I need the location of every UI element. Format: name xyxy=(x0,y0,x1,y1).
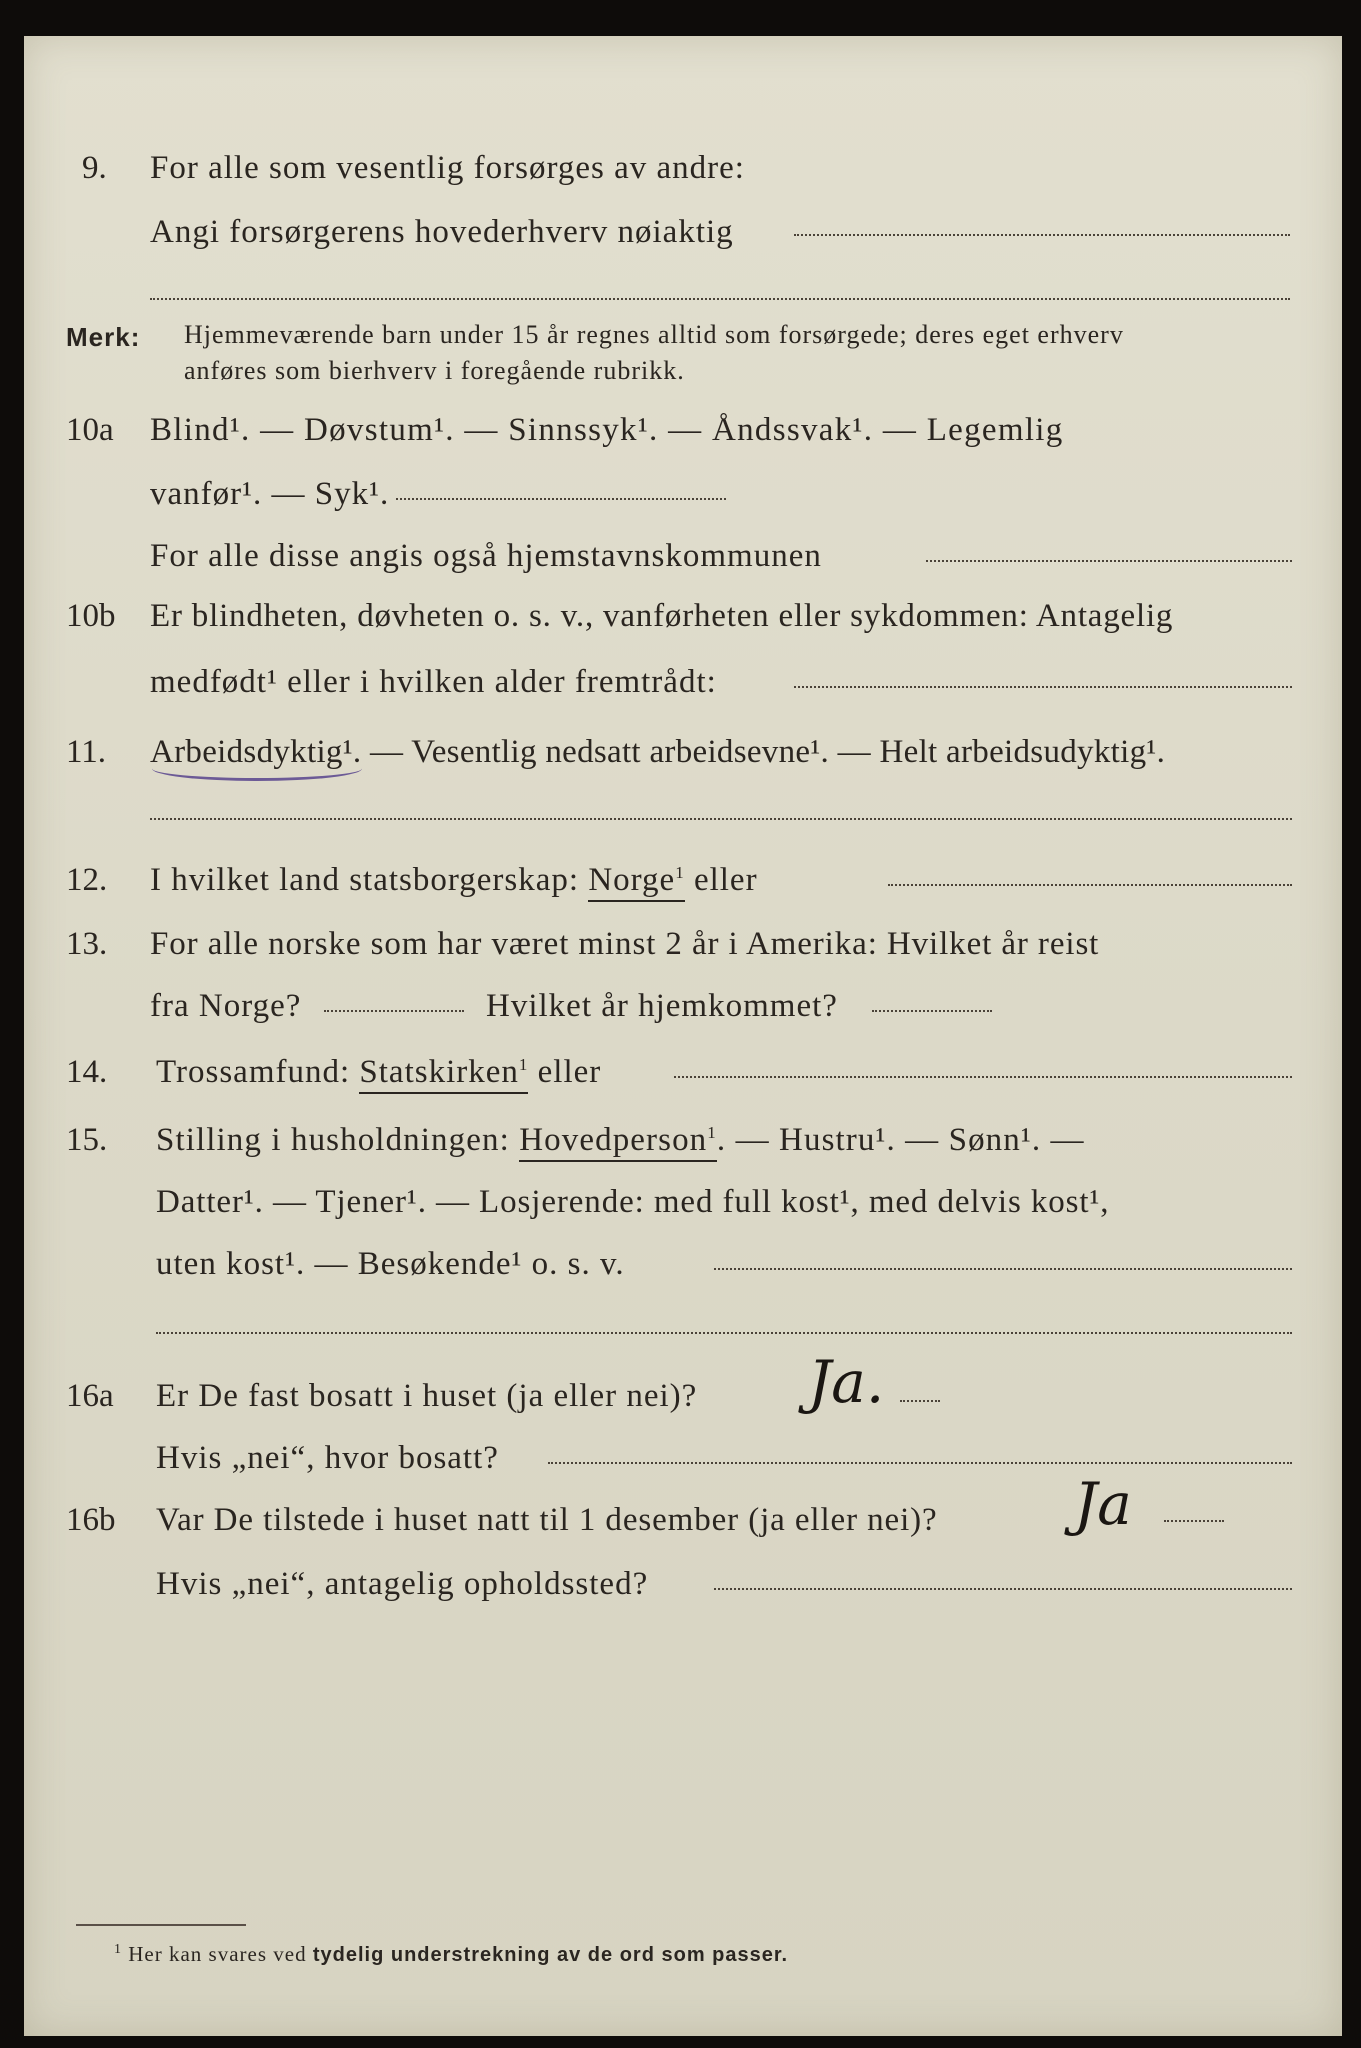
q15-fill xyxy=(714,1268,1292,1270)
q10a-line2: vanfør¹. — Syk¹. xyxy=(150,476,390,512)
q11-blank-line xyxy=(150,818,1292,820)
q14-footnote-mark: 1 xyxy=(518,1055,529,1074)
footnote-rule xyxy=(76,1924,246,1926)
q14-option-statskirken xyxy=(359,1054,528,1094)
q15-footnote-mark: 1 xyxy=(707,1123,717,1142)
q9-line2-text: Angi forsørgerens hovederhverv nøiaktig xyxy=(150,214,734,250)
q12-prefix: I hvilket land statsborgerskap: xyxy=(150,862,580,898)
q14-suffix: eller xyxy=(537,1054,602,1090)
q12-footnote-mark: 1 xyxy=(675,863,685,882)
q15-prefix: Stilling i husholdningen: xyxy=(156,1122,510,1158)
q11-option-arbeidsdyktig: Arbeidsdyktig xyxy=(150,734,343,770)
census-form-page xyxy=(24,36,1342,2036)
q16a-bosatt-fill xyxy=(548,1462,1292,1464)
q16a-line2: Hvis „nei“, hvor bosatt? xyxy=(156,1440,499,1476)
q14-fill xyxy=(674,1076,1292,1078)
q13-hjem-fill xyxy=(872,1010,992,1012)
q16b-fill xyxy=(1164,1520,1224,1522)
q15-line2: Datter¹. — Tjener¹. — Losjerende: med full kost¹, med delvis kost¹, xyxy=(156,1184,1110,1220)
q10a-line3: For alle disse angis også hjemstavnskommunen xyxy=(150,538,822,574)
q13-reist-fill xyxy=(324,1010,464,1012)
q15-number: 15. xyxy=(66,1122,108,1158)
q9-fill-line xyxy=(794,234,1290,236)
q16a-line1: Er De fast bosatt i huset (ja eller nei)? xyxy=(156,1378,698,1414)
q16a-fill xyxy=(900,1400,940,1402)
q16b-line1: Var De tilstede i huset natt til 1 desember (ja eller nei)? xyxy=(156,1502,938,1538)
merk-line2: anføres som bierhverv i foregående rubrikk. xyxy=(184,356,685,385)
q13-line2b: Hvilket år hjemkommet? xyxy=(486,988,838,1024)
q15-option-hovedperson xyxy=(519,1122,717,1162)
q16b-handwritten-answer: Ja xyxy=(1074,1470,1132,1538)
q10b-line1: Er blindheten, døvheten o. s. v., vanførheten eller sykdommen: Antagelig xyxy=(150,598,1174,634)
q15-rest1: . — Hustru¹. — Sønn¹. — xyxy=(716,1122,1085,1158)
q15-line3: uten kost¹. — Besøkende¹ o. s. v. xyxy=(156,1246,625,1282)
q15-line1 xyxy=(156,1122,1085,1159)
q9-line2 xyxy=(150,214,734,251)
q9-blank-line xyxy=(150,298,1290,300)
q12-suffix: eller xyxy=(693,862,758,898)
q16b-number: 16b xyxy=(66,1502,116,1538)
q10a-syk-fill xyxy=(396,498,726,500)
q11-number: 11. xyxy=(66,734,107,770)
q15-option-text: Hovedperson xyxy=(519,1122,708,1158)
footnote-mark: 1 xyxy=(114,1942,122,1957)
q16b-fill-2 xyxy=(714,1588,1292,1590)
q16b-line2: Hvis „nei“, antagelig opholdssted? xyxy=(156,1566,649,1602)
q10a-fill xyxy=(926,560,1292,562)
q10b-line2: medfødt¹ eller i hvilken alder fremtrådt: xyxy=(150,664,717,700)
q11-purple-underline xyxy=(152,756,362,781)
q14-option-text: Statskirken xyxy=(359,1054,519,1090)
q16a-handwritten-answer: Ja. xyxy=(808,1348,885,1416)
footnote-text-a: Her kan svares ved xyxy=(128,1942,307,1966)
q10a-line1: Blind¹. — Døvstum¹. — Sinnssyk¹. — Åndssvak¹. — Legemlig xyxy=(150,412,1064,448)
q9-line1: For alle som vesentlig forsørges av andre: xyxy=(150,150,745,186)
q10b-number: 10b xyxy=(66,598,116,634)
q13-line2a: fra Norge? xyxy=(150,988,302,1024)
q10a-number: 10a xyxy=(66,412,114,448)
q11-rest: ¹. — Vesentlig nedsatt arbeidsevne¹. — Helt arbeidsudyktig¹. xyxy=(342,734,1166,770)
q13-number: 13. xyxy=(66,926,108,962)
footnote-text-b: tydelig understrekning av de ord som passer. xyxy=(312,1944,789,1966)
q13-line1: For alle norske som har været minst 2 år i Amerika: Hvilket år reist xyxy=(150,926,1100,962)
q14-line xyxy=(156,1054,601,1091)
q12-number: 12. xyxy=(66,862,108,898)
q12-line xyxy=(150,862,758,899)
q12-option-norge xyxy=(588,862,684,902)
merk-label: Merk: xyxy=(66,322,141,352)
q10b-fill xyxy=(794,686,1292,688)
merk-line1: Hjemmeværende barn under 15 år regnes alltid som forsørgede; deres eget erhverv xyxy=(184,320,1124,349)
q12-fill xyxy=(888,884,1292,886)
q9-number: 9. xyxy=(82,150,107,186)
q14-number: 14. xyxy=(66,1054,108,1090)
q12-option-text: Norge xyxy=(588,862,676,898)
q14-prefix: Trossamfund: xyxy=(156,1054,351,1090)
q15-blank-line xyxy=(156,1332,1292,1334)
q16a-number: 16a xyxy=(66,1378,114,1414)
footnote xyxy=(114,1942,788,1967)
